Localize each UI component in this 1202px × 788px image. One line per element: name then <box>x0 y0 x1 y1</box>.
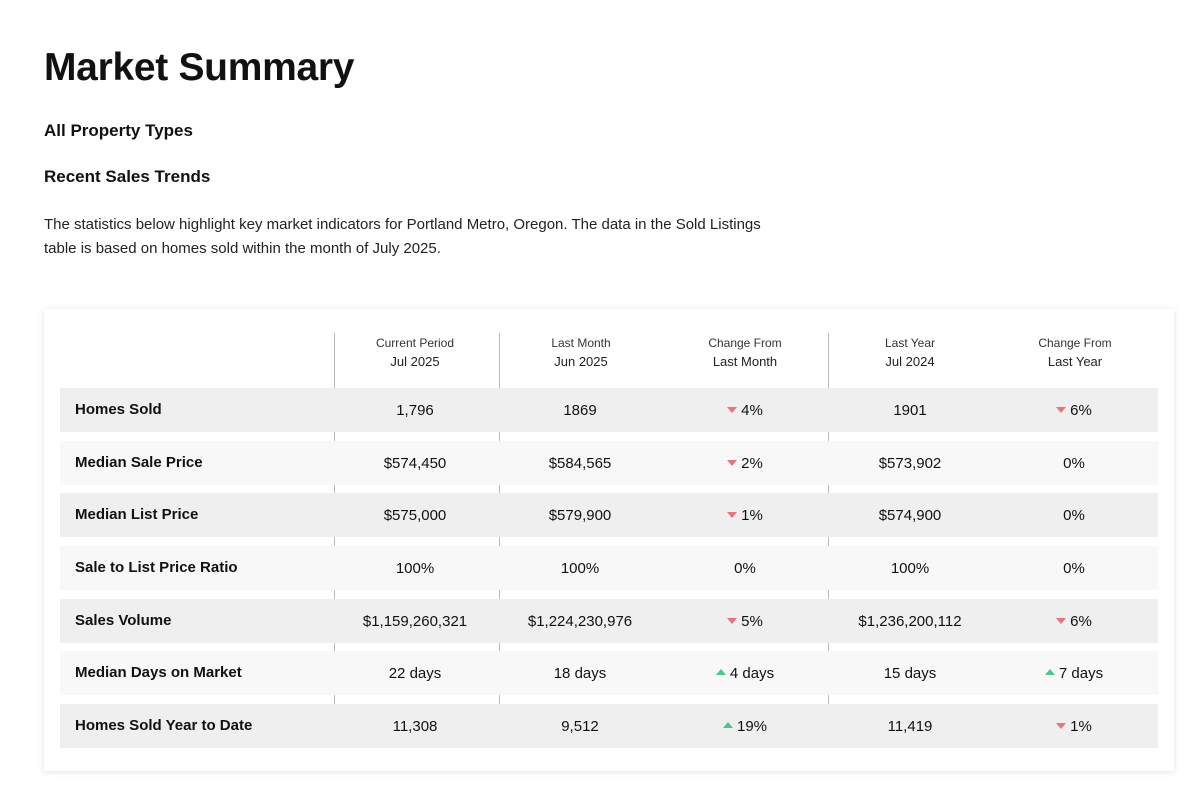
header-current-period <box>333 335 497 373</box>
row-label: Homes Sold <box>75 401 162 418</box>
down-arrow-icon <box>727 512 737 518</box>
change-value: 6% <box>1070 402 1092 419</box>
intro-line-1: The statistics below highlight key market indicators for Portland Metro, Oregon. The data in the Sold Listings <box>44 216 761 233</box>
change-value: 0% <box>1063 455 1085 472</box>
last-month-value: $1,224,230,976 <box>527 613 633 630</box>
change-from-last-year <box>992 493 1156 537</box>
header-line-2: Last Year <box>1047 354 1103 369</box>
last-month-value: $584,565 <box>548 455 612 472</box>
change-from-last-year <box>992 599 1156 643</box>
current-period-value: 1,796 <box>396 402 434 419</box>
change-value: 2% <box>741 455 763 472</box>
current-period-value: $1,159,260,321 <box>362 613 468 630</box>
change-value: 1% <box>741 507 763 524</box>
change-from-last-year <box>992 546 1156 590</box>
change-value: 0% <box>734 560 756 577</box>
table-row-median-days-on-market <box>60 651 1158 695</box>
change-from-last-year <box>992 651 1156 695</box>
down-arrow-icon <box>1056 407 1066 413</box>
up-arrow-icon <box>716 669 726 675</box>
change-from-last-month <box>663 441 827 485</box>
header-line-1: Last Month <box>551 336 611 350</box>
header-line-1: Last Year <box>884 336 936 350</box>
header-line-1: Current Period <box>375 336 455 350</box>
change-value: 7 days <box>1058 665 1104 682</box>
up-arrow-icon <box>1045 669 1055 675</box>
last-year-value: $1,236,200,112 <box>858 613 962 630</box>
change-from-last-year <box>992 441 1156 485</box>
header-line-2: Jul 2025 <box>390 354 440 369</box>
last-month-value: $579,900 <box>548 507 612 524</box>
change-value: 4% <box>741 402 763 419</box>
change-from-last-month <box>663 651 827 695</box>
table-row-homes-sold-year-to-date <box>60 704 1158 748</box>
last-year-value: $573,902 <box>878 455 942 472</box>
intro-paragraph <box>44 213 804 261</box>
last-month-value: 1869 <box>563 402 597 419</box>
table-row-sales-volume <box>60 599 1158 643</box>
last-year-value: $574,900 <box>878 507 942 524</box>
sold-listings-table <box>44 309 1174 771</box>
row-label: Homes Sold Year to Date <box>75 717 253 734</box>
down-arrow-icon <box>727 460 737 466</box>
header-change-from-last-year <box>993 335 1157 373</box>
current-period-value: $574,450 <box>383 455 447 472</box>
row-label: Median Sale Price <box>75 454 203 471</box>
change-from-last-year <box>992 704 1156 748</box>
down-arrow-icon <box>727 618 737 624</box>
last-year-value: 11,419 <box>887 718 933 735</box>
change-value: 1% <box>1070 718 1092 735</box>
change-from-last-month <box>663 388 827 432</box>
property-type-heading: All Property Types <box>44 121 193 140</box>
table-row-homes-sold <box>60 388 1158 432</box>
change-value: 0% <box>1063 507 1085 524</box>
page-title: Market Summary <box>44 46 355 89</box>
current-period-value: 11,308 <box>392 718 438 735</box>
down-arrow-icon <box>1056 618 1066 624</box>
row-label: Median Days on Market <box>75 664 242 681</box>
header-line-1: Change From <box>708 336 782 350</box>
table-row-median-list-price <box>60 493 1158 537</box>
down-arrow-icon <box>1056 723 1066 729</box>
change-value: 6% <box>1070 613 1092 630</box>
current-period-value: 100% <box>395 560 435 577</box>
current-period-value: $575,000 <box>383 507 447 524</box>
current-period-value: 22 days <box>388 665 442 682</box>
change-from-last-month <box>663 599 827 643</box>
change-value: 0% <box>1063 560 1085 577</box>
last-month-value: 9,512 <box>561 718 599 735</box>
sales-trends-heading: Recent Sales Trends <box>44 167 211 186</box>
header-line-2: Last Month <box>712 354 778 369</box>
last-year-value: 1901 <box>893 402 927 419</box>
header-last-month <box>499 335 663 373</box>
last-month-value: 18 days <box>553 665 607 682</box>
row-label: Sale to List Price Ratio <box>75 559 238 576</box>
header-line-2: Jul 2024 <box>885 354 935 369</box>
change-from-last-month <box>663 493 827 537</box>
row-label: Median List Price <box>75 506 199 523</box>
last-year-value: 15 days <box>883 665 937 682</box>
header-line-2: Jun 2025 <box>554 354 608 369</box>
header-change-from-last-month <box>663 335 827 373</box>
up-arrow-icon <box>723 722 733 728</box>
change-value: 4 days <box>729 665 775 682</box>
change-from-last-month <box>663 546 827 590</box>
header-line-1: Change From <box>1038 336 1112 350</box>
change-from-last-year <box>992 388 1156 432</box>
change-value: 19% <box>736 718 768 735</box>
change-value: 5% <box>741 613 763 630</box>
row-label: Sales Volume <box>75 612 172 629</box>
down-arrow-icon <box>727 407 737 413</box>
last-year-value: 100% <box>890 560 930 577</box>
last-month-value: 100% <box>560 560 600 577</box>
table-row-median-sale-price <box>60 441 1158 485</box>
change-from-last-month <box>663 704 827 748</box>
header-last-year <box>828 335 992 373</box>
table-row-sale-to-list-price-ratio <box>60 546 1158 590</box>
intro-line-2: table is based on homes sold within the month of July 2025. <box>44 240 441 257</box>
